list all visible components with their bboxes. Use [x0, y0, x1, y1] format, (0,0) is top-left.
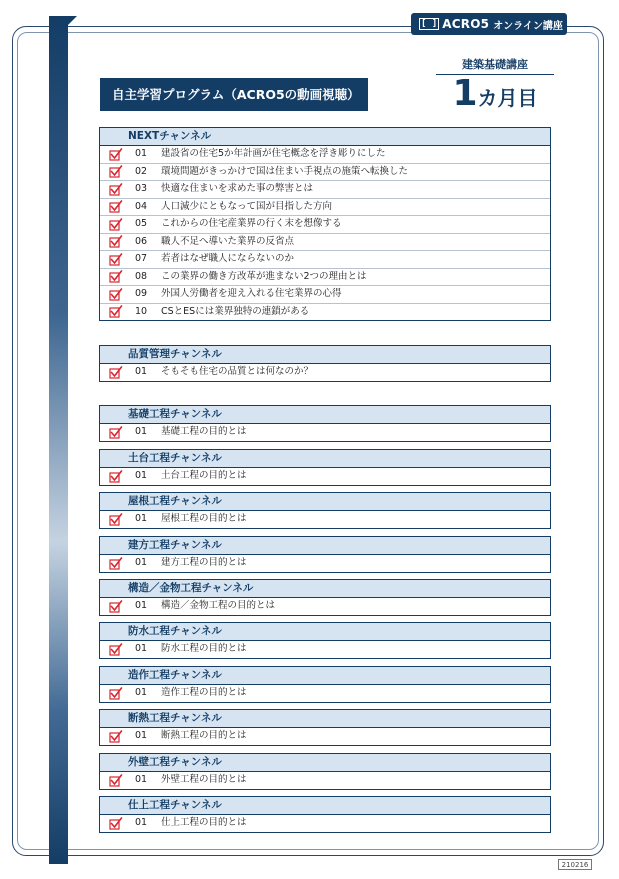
item-number: 01 — [135, 148, 148, 159]
item-number: 01 — [135, 730, 148, 741]
channel-title: 建方工程チャンネル — [100, 537, 550, 555]
checkbox-checked-icon[interactable] — [109, 218, 123, 231]
item-number: 01 — [135, 774, 148, 785]
channel-section — [99, 796, 551, 833]
course-label: 建築基礎講座 — [436, 56, 554, 75]
item-label: 職人不足へ導いた業界の反省点 — [161, 235, 295, 247]
item-label: 造作工程の目的とは — [161, 687, 247, 698]
channel-title: 屋根工程チャンネル — [100, 493, 550, 511]
item-label: 仕上工程の目的とは — [161, 817, 247, 828]
channel-item — [100, 234, 550, 252]
item-number: 04 — [135, 200, 148, 212]
channel-item — [100, 181, 550, 199]
checkbox-checked-icon[interactable] — [109, 270, 123, 283]
channel-title: 品質管理チャンネル — [100, 346, 550, 364]
item-label: 構造／金物工程の目的とは — [161, 600, 276, 611]
channel-title: NEXTチャンネル — [100, 128, 550, 146]
brand-badge — [411, 13, 567, 35]
channel-item — [100, 364, 550, 381]
sidebar-band — [49, 16, 68, 864]
brand-suffix: オンライン講座 — [493, 20, 563, 32]
channel-item — [100, 511, 550, 528]
channel-item — [100, 728, 550, 745]
channel-section — [99, 622, 551, 659]
item-number: 10 — [135, 305, 148, 317]
item-label: CSとESには業界独特の連鎖がある — [161, 305, 310, 317]
item-label: 環境問題がきっかけで国は住まい手視点の施策へ転換した — [161, 165, 409, 177]
item-number: 01 — [135, 817, 148, 828]
checkbox-checked-icon[interactable] — [109, 253, 123, 266]
checkbox-checked-icon[interactable] — [109, 235, 123, 248]
item-number: 07 — [135, 253, 148, 264]
channel-section — [99, 536, 551, 573]
item-label: 快適な住まいを求めた事の弊害とは — [161, 183, 314, 194]
channel-item — [100, 468, 550, 485]
channel-item — [100, 772, 550, 789]
checkbox-checked-icon[interactable] — [109, 600, 123, 613]
item-label: 人口減少にともなって国が目指した方向 — [161, 200, 333, 212]
channel-item — [100, 146, 550, 164]
checkbox-checked-icon[interactable] — [109, 148, 123, 161]
channel-item — [100, 216, 550, 234]
program-title: 自主学習プログラム（ACRO5の動画視聴） — [100, 78, 368, 111]
checkbox-checked-icon[interactable] — [109, 305, 123, 318]
month-number: 1 — [452, 73, 478, 114]
checkbox-checked-icon[interactable] — [109, 200, 123, 213]
item-label: 外国人労働者を迎え入れる住宅業界の心得 — [161, 288, 342, 299]
item-number: 01 — [135, 366, 148, 377]
item-label: 屋根工程の目的とは — [161, 513, 247, 524]
checkbox-checked-icon[interactable] — [109, 774, 123, 787]
brand-logo-icon: [ ] — [421, 19, 438, 29]
channel-section — [99, 405, 551, 442]
channel-section — [99, 345, 551, 382]
item-number: 08 — [135, 270, 148, 282]
checkbox-checked-icon[interactable] — [109, 730, 123, 743]
channel-title: 断熱工程チャンネル — [100, 710, 550, 728]
item-label: そもそも住宅の品質とは何なのか？ — [161, 366, 314, 377]
channel-item — [100, 598, 550, 615]
item-number: 05 — [135, 218, 148, 229]
item-number: 03 — [135, 183, 148, 194]
channel-item — [100, 269, 550, 287]
checkbox-checked-icon[interactable] — [109, 288, 123, 301]
channel-title: 構造／金物工程チャンネル — [100, 580, 550, 598]
item-label: 防水工程の目的とは — [161, 643, 247, 654]
item-number: 01 — [135, 643, 148, 654]
item-label: 基礎工程の目的とは — [161, 426, 247, 437]
channel-title: 防水工程チャンネル — [100, 623, 550, 641]
channel-item — [100, 815, 550, 832]
channel-title: 土台工程チャンネル — [100, 450, 550, 468]
checkbox-checked-icon[interactable] — [109, 470, 123, 483]
channel-item — [100, 685, 550, 702]
channel-title: 造作工程チャンネル — [100, 667, 550, 685]
channel-item — [100, 641, 550, 658]
item-label: 断熱工程の目的とは — [161, 730, 247, 741]
item-number: 09 — [135, 288, 148, 299]
item-label: 若者はなぜ職人にならないのか — [161, 253, 295, 264]
channel-item — [100, 304, 550, 321]
channel-item — [100, 424, 550, 441]
item-label: この業界の働き方改革が進まない2つの理由とは — [161, 270, 367, 282]
checkbox-checked-icon[interactable] — [109, 426, 123, 439]
channel-item — [100, 199, 550, 217]
channel-section — [99, 127, 551, 321]
item-number: 01 — [135, 513, 148, 524]
channel-title: 外壁工程チャンネル — [100, 754, 550, 772]
item-number: 02 — [135, 165, 148, 177]
item-number: 01 — [135, 600, 148, 611]
item-number: 01 — [135, 470, 148, 481]
sidebar-corner — [65, 16, 77, 28]
item-label: 土台工程の目的とは — [161, 470, 247, 481]
item-label: 建設省の住宅5か年計画が住宅概念を浮き彫りにした — [161, 148, 386, 159]
channel-item — [100, 286, 550, 304]
checkbox-checked-icon[interactable] — [109, 513, 123, 526]
brand-name: ACRO5 — [442, 17, 490, 31]
checkbox-checked-icon[interactable] — [109, 817, 123, 830]
checkbox-checked-icon[interactable] — [109, 183, 123, 196]
month-indicator — [436, 72, 554, 116]
channel-section — [99, 666, 551, 703]
channel-section — [99, 449, 551, 486]
checkbox-checked-icon[interactable] — [109, 366, 123, 379]
checkbox-checked-icon[interactable] — [109, 687, 123, 700]
channel-section — [99, 492, 551, 529]
item-label: 建方工程の目的とは — [161, 557, 247, 568]
channel-title: 仕上工程チャンネル — [100, 797, 550, 815]
item-label: 外壁工程の目的とは — [161, 774, 247, 785]
checkbox-checked-icon[interactable] — [109, 643, 123, 656]
checkbox-checked-icon[interactable] — [109, 165, 123, 178]
channel-item — [100, 555, 550, 572]
item-number: 01 — [135, 426, 148, 437]
item-number: 01 — [135, 557, 148, 568]
channel-item — [100, 251, 550, 269]
checkbox-checked-icon[interactable] — [109, 557, 123, 570]
channel-title: 基礎工程チャンネル — [100, 406, 550, 424]
channel-item — [100, 164, 550, 182]
document-code: 210216 — [558, 859, 592, 870]
channel-section — [99, 709, 551, 746]
channel-section — [99, 753, 551, 790]
item-number: 06 — [135, 235, 148, 247]
channel-section — [99, 579, 551, 616]
item-label: これからの住宅産業界の行く末を想像する — [161, 218, 342, 229]
month-unit: カ月目 — [477, 86, 538, 110]
item-number: 01 — [135, 687, 148, 698]
